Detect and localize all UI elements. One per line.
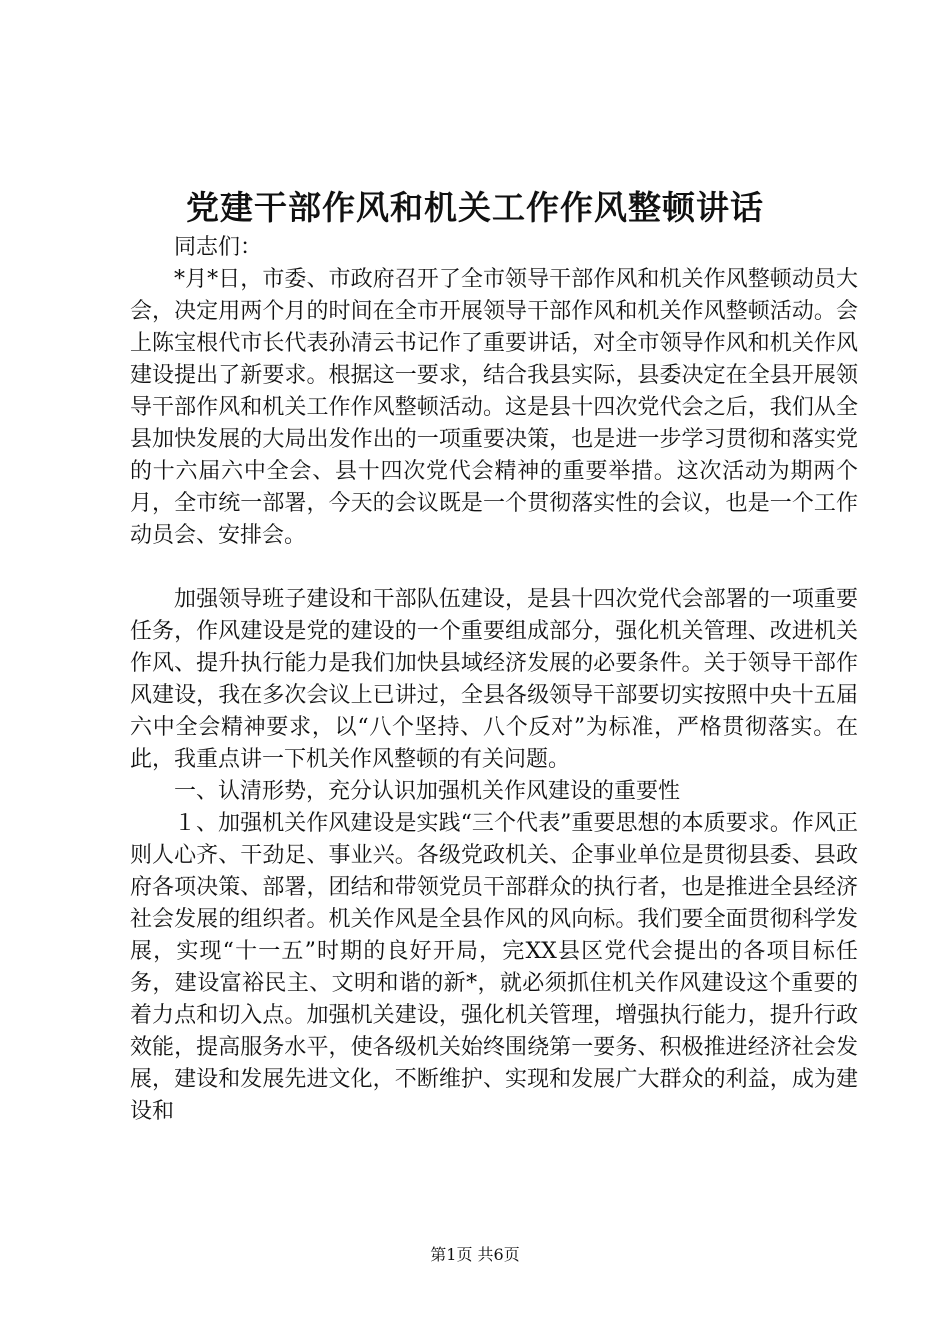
- paragraph: １、加强机关作风建设是实践“三个代表”重要思想的本质要求。作风正则人心齐、干劲足、事业兴。各级党政机关、企事业单位是贯彻县委、县政府各项决策、部署，团结和带领党员干部群众的执行者，也是推进全县经济社会发展的组织者。机关作风是全县作风的风向标。我们要全面贯彻科学发展，实现“十一五”时期的良好开局，完XX县区党代会提出的各项目标任务，建设富裕民主、文明和谐的新*，就必须抓住机关作风建设这个重要的着力点和切入点。加强机关建设，强化机关管理，增强执行能力，提升行政效能，提高服务水平，使各级机关始终围绕第一要务、积极推进经济社会发展，建设和发展先进文化，不断维护、实现和发展广大群众的利益，成为建设和: [130, 811, 858, 1124]
- section-heading: 一、认清形势，充分认识加强机关作风建设的重要性: [174, 779, 681, 804]
- salutation: 同志们：: [174, 235, 263, 260]
- document-body: [130, 232, 858, 1128]
- document-title: 党建干部作风和机关工作作风整顿讲话: [186, 188, 764, 227]
- page-number-footer: 第1页 共6页: [430, 1245, 520, 1264]
- paragraph: 加强领导班子建设和干部队伍建设，是县十四次党代会部署的一项重要任务，作风建设是党的建设的一个重要组成部分，强化机关管理、改进机关作风、提升执行能力是我们加快县域经济发展的必要条件。关于领导干部作风建设，我在多次会议上已讲过，全县各级领导干部要切实按照中央十五届六中全会精神要求，以“八个坚持、八个反对”为标准，严格贯彻落实。在此，我重点讲一下机关作风整顿的有关问题。: [130, 587, 858, 772]
- paragraph: *月*日，市委、市政府召开了全市领导干部作风和机关作风整顿动员大会，决定用两个月的时间在全市开展领导干部作风和机关作风整顿活动。会上陈宝根代市长代表孙清云书记作了重要讲话，对全市领导作风和机关作风建设提出了新要求。根据这一要求，结合我县实际，县委决定在全县开展领导干部作风和机关工作作风整顿活动。这是县十四次党代会之后，我们从全县加快发展的大局出发作出的一项重要决策，也是进一步学习贯彻和落实党的十六届六中全会、县十四次党代会精神的重要举措。这次活动为期两个月，全市统一部署，今天的会议既是一个贯彻落实性的会议，也是一个工作动员会、安排会。: [130, 267, 858, 548]
